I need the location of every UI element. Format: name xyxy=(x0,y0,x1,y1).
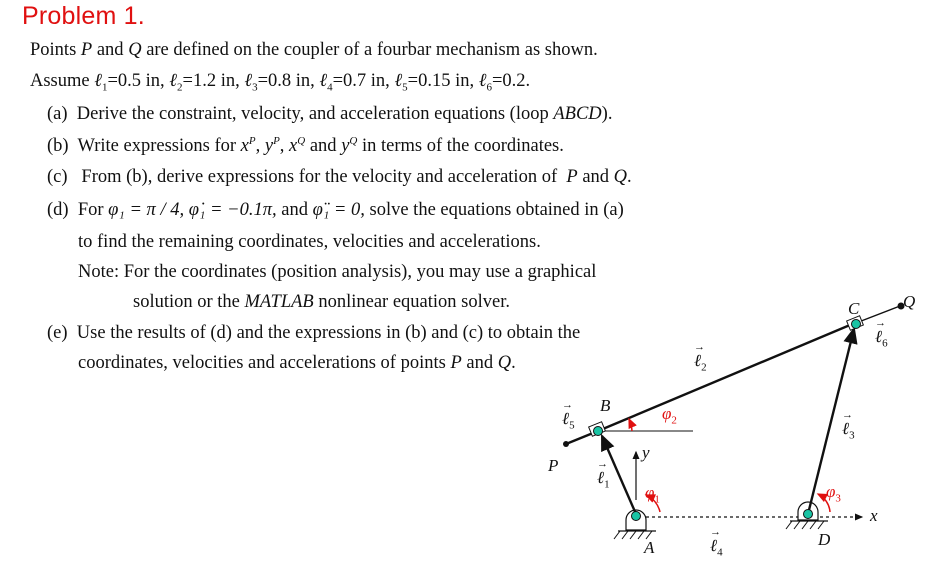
label-q: Q xyxy=(903,292,916,311)
label-y-axis: y xyxy=(642,443,650,462)
note-line-2: solution or the MATLAB nonlinear equation solver. xyxy=(133,292,510,312)
part-c: (c) From (b), derive expressions for the velocity and acceleration of P and Q. xyxy=(47,167,632,187)
label-l2: → ℓ$_2$ xyxy=(694,341,707,374)
part-e: (e) Use the results of (d) and the expressions in (b) and (c) to obtain the xyxy=(47,323,581,343)
part-d-line-2: to find the remaining coordinates, velocities and accelerations. xyxy=(78,232,541,252)
label-p: P xyxy=(548,456,559,475)
label-l5: → ℓ$_5$ xyxy=(562,399,575,432)
label-d: D xyxy=(818,530,831,549)
label-l3: → ℓ$_3$ xyxy=(842,409,855,442)
point-p xyxy=(563,441,569,447)
part-b: (b) Write expressions for $x^P$, $y^P$, $x^Q$ and $y^Q$ in terms of the coordinates. xyxy=(47,135,564,157)
label-l1: → ℓ$_1$ xyxy=(597,458,610,491)
part-e-line-2: coordinates, velocities and accelerations of points P and Q. xyxy=(78,353,516,373)
part-a: (a) Derive the constraint, velocity, and acceleration equations (loop ABCD). xyxy=(47,104,613,124)
angle-arc-phi2 xyxy=(629,419,632,431)
label-phi2: $\varphi_2$ xyxy=(662,404,677,427)
intro-line-1: Points P and Q are defined on the coupler of a fourbar mechanism as shown. xyxy=(30,40,598,60)
label-c: C xyxy=(848,299,860,318)
link-l2 xyxy=(598,325,850,431)
label-a: A xyxy=(644,538,655,557)
problem-title: Problem 1. xyxy=(22,2,145,30)
joint-b xyxy=(594,427,603,436)
joint-d xyxy=(804,510,813,519)
label-phi3: $\varphi_3$ xyxy=(826,482,841,505)
part-d: (d) For φ₁ = π / 4, φ̇₁ = −0.1π, and φ̈₁ = 0, solve the equations obtained in (a) xyxy=(47,200,624,220)
label-b: B xyxy=(600,396,611,415)
joint-c xyxy=(852,320,861,329)
label-x-axis: x xyxy=(870,506,878,525)
label-phi1: $\varphi_1$ xyxy=(645,483,660,506)
label-l4: → ℓ$_4$ xyxy=(710,526,723,559)
joint-a xyxy=(632,512,641,521)
note-line-1: Note: For the coordinates (position analysis), you may use a graphical xyxy=(78,262,597,282)
intro-line-2: Assume ℓ$_1$=0.5 in, ℓ$_2$=1.2 in, ℓ$_3$=0.8 in, ℓ$_4$=0.7 in, ℓ$_5$=0.15 in, ℓ$_6$=0.2. xyxy=(30,71,531,94)
label-l6: → ℓ$_6$ xyxy=(875,317,888,350)
